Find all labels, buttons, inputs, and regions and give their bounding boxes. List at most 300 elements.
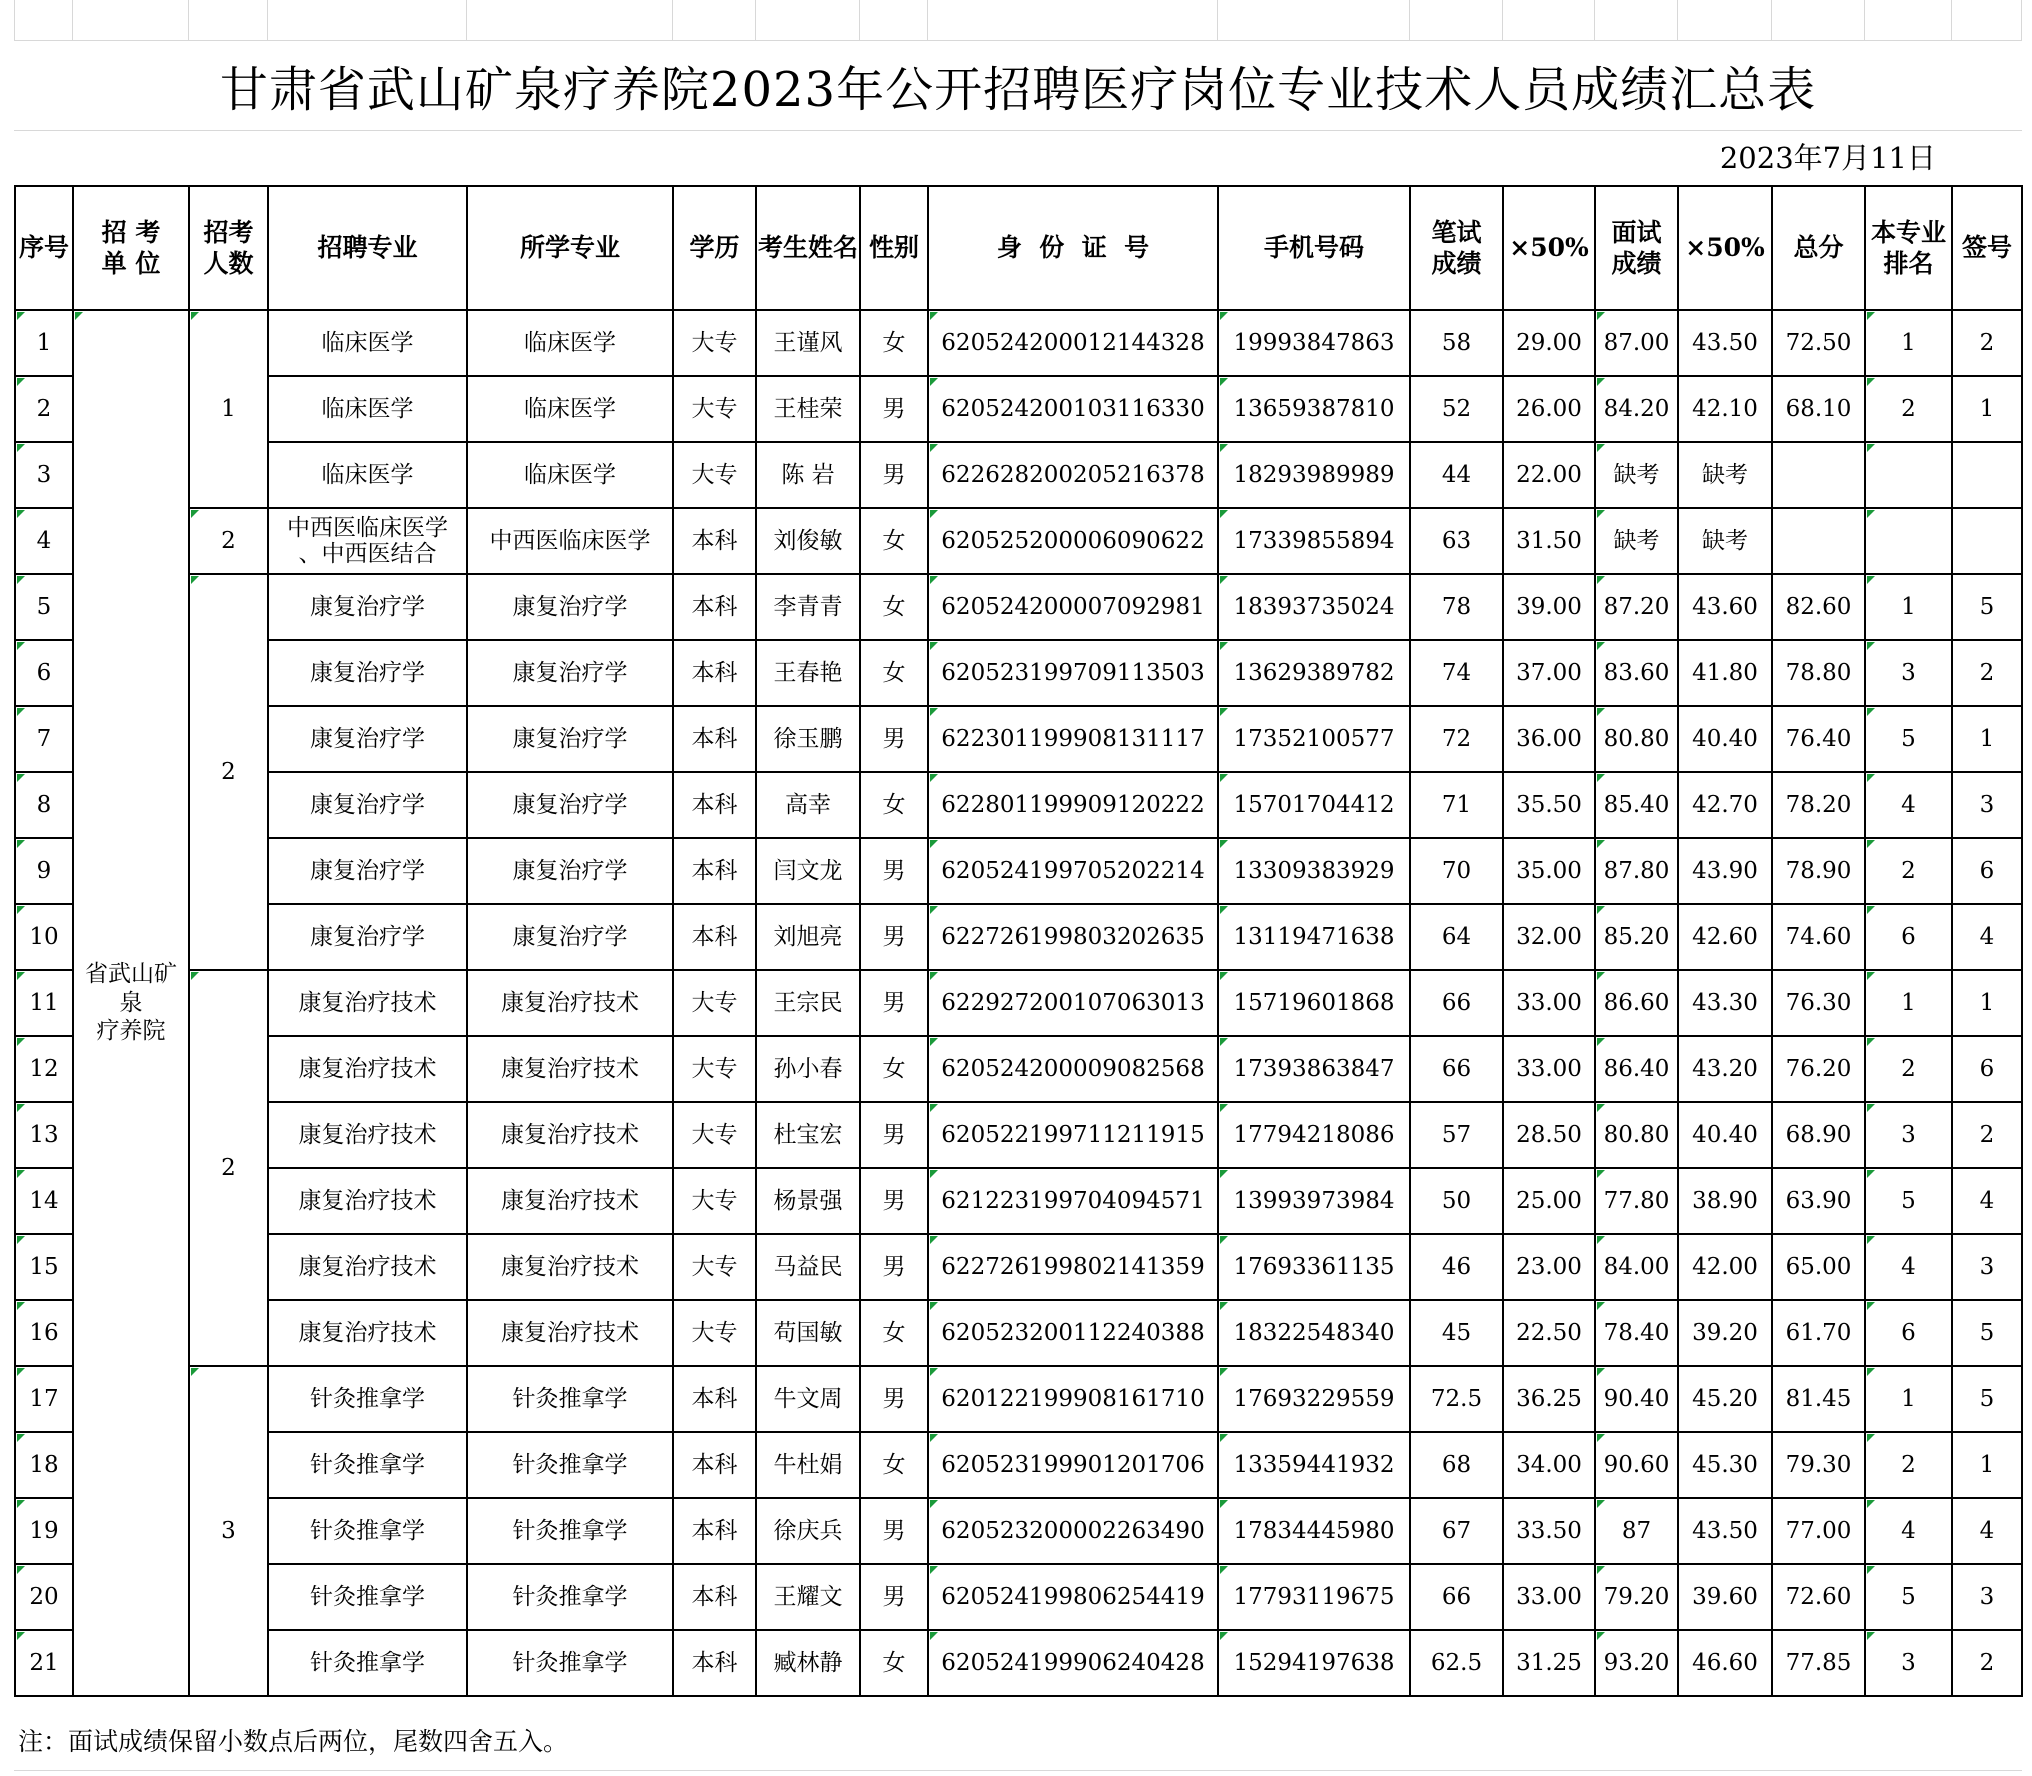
- cell-written: 50: [1410, 1168, 1503, 1234]
- cell-major-studied: 康复治疗技术: [467, 1102, 673, 1168]
- cell-seq: 21: [15, 1630, 73, 1696]
- cell-name: 高幸: [756, 772, 860, 838]
- cell-quota: 3: [189, 1366, 268, 1696]
- cell-rank: 1: [1865, 1366, 1952, 1432]
- cell-name: 刘俊敏: [756, 508, 860, 574]
- cell-education: 本科: [673, 1630, 756, 1696]
- cell-interview: 80.80: [1595, 1102, 1678, 1168]
- cell-education: 大专: [673, 1036, 756, 1102]
- cell-seq: 16: [15, 1300, 73, 1366]
- cell-major-recruit: 康复治疗技术: [268, 1102, 467, 1168]
- cell-rank: 2: [1865, 1432, 1952, 1498]
- cell-gender: 男: [860, 1168, 928, 1234]
- cell-written-pct: 34.00: [1503, 1432, 1595, 1498]
- table-row: [15, 772, 2022, 838]
- cell-interview-pct: 40.40: [1678, 1102, 1772, 1168]
- cell-interview-pct: 40.40: [1678, 706, 1772, 772]
- table-row: [15, 508, 2022, 574]
- cell-id: 620522199711211915: [928, 1102, 1218, 1168]
- cell-major-studied: 中西医临床医学: [467, 508, 673, 574]
- cell-interview-pct: 43.20: [1678, 1036, 1772, 1102]
- cell-interview-pct: 43.50: [1678, 310, 1772, 376]
- cell-interview-pct: 41.80: [1678, 640, 1772, 706]
- cell-sign: 4: [1952, 904, 2022, 970]
- cell-seq: 13: [15, 1102, 73, 1168]
- cell-major-recruit: 康复治疗技术: [268, 970, 467, 1036]
- cell-id: 620524200007092981: [928, 574, 1218, 640]
- table-row: [15, 904, 2022, 970]
- cell-written: 72: [1410, 706, 1503, 772]
- cell-sign: 1: [1952, 376, 2022, 442]
- table-row: [15, 376, 2022, 442]
- cell-phone: 17693361135: [1218, 1234, 1410, 1300]
- cell-major-studied: 临床医学: [467, 310, 673, 376]
- table-row: [15, 1036, 2022, 1102]
- cell-education: 大专: [673, 1102, 756, 1168]
- cell-gender: 男: [860, 1366, 928, 1432]
- cell-interview: 77.80: [1595, 1168, 1678, 1234]
- table-row: [15, 706, 2022, 772]
- footnote: 注：面试成绩保留小数点后两位，尾数四舍五入。: [18, 1727, 569, 1756]
- table-row: [15, 1630, 2022, 1696]
- cell-id: 622927200107063013: [928, 970, 1218, 1036]
- cell-major-studied: 康复治疗技术: [467, 1036, 673, 1102]
- header-id: 身 份 证 号: [928, 186, 1218, 310]
- cell-rank: 3: [1865, 1102, 1952, 1168]
- cell-id: 620524199906240428: [928, 1630, 1218, 1696]
- cell-id: 620525200006090622: [928, 508, 1218, 574]
- cell-total: 76.20: [1772, 1036, 1865, 1102]
- header-gender: 性别: [860, 186, 928, 310]
- cell-phone: 17693229559: [1218, 1366, 1410, 1432]
- cell-sign: 1: [1952, 1432, 2022, 1498]
- cell-written: 72.5: [1410, 1366, 1503, 1432]
- header-unit: 招 考 单 位: [73, 186, 189, 310]
- cell-gender: 女: [860, 1036, 928, 1102]
- cell-major-studied: 康复治疗学: [467, 640, 673, 706]
- header-row: [15, 186, 2022, 310]
- cell-total: 78.90: [1772, 838, 1865, 904]
- table-row: [15, 1300, 2022, 1366]
- cell-rank: [1865, 442, 1952, 508]
- cell-total: 76.40: [1772, 706, 1865, 772]
- cell-sign: 2: [1952, 1630, 2022, 1696]
- cell-education: 本科: [673, 1564, 756, 1630]
- header-interview-pct: ×50%: [1678, 186, 1772, 310]
- sheet-top-grid: [14, 0, 2022, 41]
- table-row: [15, 1102, 2022, 1168]
- cell-interview: 90.60: [1595, 1432, 1678, 1498]
- cell-interview-pct: 45.30: [1678, 1432, 1772, 1498]
- cell-total: 72.50: [1772, 310, 1865, 376]
- cell-major-studied: 针灸推拿学: [467, 1432, 673, 1498]
- table-row: [15, 640, 2022, 706]
- cell-written-pct: 31.25: [1503, 1630, 1595, 1696]
- cell-total: 68.10: [1772, 376, 1865, 442]
- cell-id: 622628200205216378: [928, 442, 1218, 508]
- cell-sign: 4: [1952, 1498, 2022, 1564]
- cell-education: 大专: [673, 1234, 756, 1300]
- cell-written: 71: [1410, 772, 1503, 838]
- cell-education: 大专: [673, 1168, 756, 1234]
- cell-written-pct: 26.00: [1503, 376, 1595, 442]
- cell-rank: 1: [1865, 574, 1952, 640]
- cell-rank: 4: [1865, 772, 1952, 838]
- cell-major-recruit: 康复治疗学: [268, 640, 467, 706]
- header-sign: 签号: [1952, 186, 2022, 310]
- cell-sign: 2: [1952, 310, 2022, 376]
- cell-major-recruit: 针灸推拿学: [268, 1366, 467, 1432]
- cell-phone: 17834445980: [1218, 1498, 1410, 1564]
- cell-major-recruit: 康复治疗技术: [268, 1234, 467, 1300]
- cell-total: 79.30: [1772, 1432, 1865, 1498]
- cell-written-pct: 36.00: [1503, 706, 1595, 772]
- cell-gender: 女: [860, 772, 928, 838]
- cell-gender: 男: [860, 904, 928, 970]
- cell-education: 大专: [673, 442, 756, 508]
- cell-written: 52: [1410, 376, 1503, 442]
- sheet-bottom-line: [14, 1770, 2022, 1771]
- header-seq: 序号: [15, 186, 73, 310]
- cell-total: 72.60: [1772, 1564, 1865, 1630]
- cell-major-recruit: 康复治疗技术: [268, 1300, 467, 1366]
- cell-id: 620523199901201706: [928, 1432, 1218, 1498]
- cell-written-pct: 22.50: [1503, 1300, 1595, 1366]
- cell-seq: 1: [15, 310, 73, 376]
- cell-major-recruit: 临床医学: [268, 310, 467, 376]
- cell-id: 620524200103116330: [928, 376, 1218, 442]
- cell-major-recruit: 临床医学: [268, 376, 467, 442]
- cell-sign: 2: [1952, 1102, 2022, 1168]
- cell-written-pct: 36.25: [1503, 1366, 1595, 1432]
- cell-total: 82.60: [1772, 574, 1865, 640]
- cell-id: 620523200002263490: [928, 1498, 1218, 1564]
- cell-name: 牛杜娟: [756, 1432, 860, 1498]
- cell-gender: 男: [860, 442, 928, 508]
- cell-major-studied: 针灸推拿学: [467, 1366, 673, 1432]
- cell-id: 621223199704094571: [928, 1168, 1218, 1234]
- cell-sign: 1: [1952, 970, 2022, 1036]
- cell-rank: 5: [1865, 1564, 1952, 1630]
- cell-gender: 男: [860, 706, 928, 772]
- cell-gender: 女: [860, 640, 928, 706]
- cell-interview: 缺考: [1595, 508, 1678, 574]
- page-title: 甘肃省武山矿泉疗养院2023年公开招聘医疗岗位专业技术人员成绩汇总表: [14, 40, 2022, 131]
- cell-major-recruit: 针灸推拿学: [268, 1564, 467, 1630]
- cell-id: 620524199705202214: [928, 838, 1218, 904]
- table-row: [15, 1234, 2022, 1300]
- cell-phone: 13629389782: [1218, 640, 1410, 706]
- cell-written: 46: [1410, 1234, 1503, 1300]
- cell-id: 622801199909120222: [928, 772, 1218, 838]
- cell-written: 62.5: [1410, 1630, 1503, 1696]
- cell-major-studied: 康复治疗学: [467, 706, 673, 772]
- cell-id: 622726199803202635: [928, 904, 1218, 970]
- cell-written-pct: 39.00: [1503, 574, 1595, 640]
- cell-written: 78: [1410, 574, 1503, 640]
- cell-major-studied: 康复治疗技术: [467, 1300, 673, 1366]
- cell-gender: 男: [860, 970, 928, 1036]
- cell-major-studied: 康复治疗学: [467, 904, 673, 970]
- cell-total: 63.90: [1772, 1168, 1865, 1234]
- cell-major-recruit: 针灸推拿学: [268, 1432, 467, 1498]
- cell-unit: 省武山矿泉 疗养院: [73, 310, 189, 1696]
- cell-interview-pct: 42.70: [1678, 772, 1772, 838]
- cell-seq: 18: [15, 1432, 73, 1498]
- cell-name: 臧林静: [756, 1630, 860, 1696]
- table-row: [15, 310, 2022, 376]
- cell-written: 44: [1410, 442, 1503, 508]
- cell-name: 王春艳: [756, 640, 860, 706]
- cell-written-pct: 25.00: [1503, 1168, 1595, 1234]
- cell-education: 大专: [673, 1300, 756, 1366]
- cell-sign: 6: [1952, 838, 2022, 904]
- cell-education: 本科: [673, 1498, 756, 1564]
- cell-written: 66: [1410, 1036, 1503, 1102]
- cell-written-pct: 33.50: [1503, 1498, 1595, 1564]
- cell-interview: 90.40: [1595, 1366, 1678, 1432]
- cell-interview-pct: 43.60: [1678, 574, 1772, 640]
- cell-gender: 男: [860, 1102, 928, 1168]
- cell-seq: 3: [15, 442, 73, 508]
- cell-interview: 93.20: [1595, 1630, 1678, 1696]
- cell-education: 本科: [673, 772, 756, 838]
- cell-quota: 2: [189, 574, 268, 970]
- header-major-recruit: 招聘专业: [268, 186, 467, 310]
- cell-written: 74: [1410, 640, 1503, 706]
- cell-phone: 17339855894: [1218, 508, 1410, 574]
- cell-id: 620524200009082568: [928, 1036, 1218, 1102]
- cell-seq: 15: [15, 1234, 73, 1300]
- cell-id: 620122199908161710: [928, 1366, 1218, 1432]
- cell-written-pct: 33.00: [1503, 970, 1595, 1036]
- header-total: 总分: [1772, 186, 1865, 310]
- cell-rank: 3: [1865, 640, 1952, 706]
- table-row: [15, 1498, 2022, 1564]
- cell-major-recruit: 康复治疗学: [268, 904, 467, 970]
- cell-total: [1772, 508, 1865, 574]
- cell-seq: 19: [15, 1498, 73, 1564]
- cell-total: 74.60: [1772, 904, 1865, 970]
- cell-total: [1772, 442, 1865, 508]
- cell-gender: 男: [860, 1498, 928, 1564]
- cell-rank: 4: [1865, 1234, 1952, 1300]
- cell-sign: 4: [1952, 1168, 2022, 1234]
- cell-interview: 85.20: [1595, 904, 1678, 970]
- cell-education: 本科: [673, 904, 756, 970]
- cell-interview-pct: 43.90: [1678, 838, 1772, 904]
- cell-education: 本科: [673, 838, 756, 904]
- cell-seq: 7: [15, 706, 73, 772]
- cell-gender: 女: [860, 310, 928, 376]
- cell-total: 78.80: [1772, 640, 1865, 706]
- cell-written-pct: 23.00: [1503, 1234, 1595, 1300]
- report-date: 2023年7月11日: [1719, 141, 1936, 175]
- cell-rank: 5: [1865, 706, 1952, 772]
- cell-written-pct: 33.00: [1503, 1564, 1595, 1630]
- header-interview: 面试 成绩: [1595, 186, 1678, 310]
- cell-interview: 85.40: [1595, 772, 1678, 838]
- cell-quota: 2: [189, 508, 268, 574]
- cell-major-recruit: 针灸推拿学: [268, 1498, 467, 1564]
- cell-interview-pct: 38.90: [1678, 1168, 1772, 1234]
- cell-education: 本科: [673, 508, 756, 574]
- cell-major-recruit: 康复治疗学: [268, 706, 467, 772]
- cell-rank: 1: [1865, 970, 1952, 1036]
- cell-sign: 5: [1952, 1300, 2022, 1366]
- cell-written: 66: [1410, 970, 1503, 1036]
- cell-gender: 男: [860, 1564, 928, 1630]
- table-row: [15, 442, 2022, 508]
- cell-name: 闫文龙: [756, 838, 860, 904]
- cell-interview: 87: [1595, 1498, 1678, 1564]
- cell-phone: 15719601868: [1218, 970, 1410, 1036]
- cell-seq: 6: [15, 640, 73, 706]
- cell-major-recruit: 康复治疗学: [268, 574, 467, 640]
- cell-written-pct: 35.00: [1503, 838, 1595, 904]
- cell-rank: [1865, 508, 1952, 574]
- cell-written-pct: 28.50: [1503, 1102, 1595, 1168]
- cell-name: 牛文周: [756, 1366, 860, 1432]
- table-row: [15, 1168, 2022, 1234]
- cell-interview-pct: 42.60: [1678, 904, 1772, 970]
- cell-name: 王宗民: [756, 970, 860, 1036]
- cell-sign: [1952, 508, 2022, 574]
- cell-sign: 3: [1952, 772, 2022, 838]
- header-quota: 招考 人数: [189, 186, 268, 310]
- cell-interview-pct: 缺考: [1678, 508, 1772, 574]
- cell-written: 57: [1410, 1102, 1503, 1168]
- cell-rank: 2: [1865, 376, 1952, 442]
- cell-interview-pct: 39.60: [1678, 1564, 1772, 1630]
- cell-major-studied: 康复治疗学: [467, 772, 673, 838]
- cell-gender: 男: [860, 376, 928, 442]
- cell-seq: 4: [15, 508, 73, 574]
- cell-name: 苟国敏: [756, 1300, 860, 1366]
- cell-written: 66: [1410, 1564, 1503, 1630]
- cell-major-recruit: 康复治疗学: [268, 838, 467, 904]
- cell-seq: 9: [15, 838, 73, 904]
- cell-phone: 15294197638: [1218, 1630, 1410, 1696]
- cell-seq: 20: [15, 1564, 73, 1630]
- cell-written-pct: 33.00: [1503, 1036, 1595, 1102]
- cell-interview: 78.40: [1595, 1300, 1678, 1366]
- cell-name: 刘旭亮: [756, 904, 860, 970]
- cell-education: 大专: [673, 310, 756, 376]
- cell-major-studied: 康复治疗学: [467, 574, 673, 640]
- cell-quota: 2: [189, 970, 268, 1366]
- cell-phone: 13309383929: [1218, 838, 1410, 904]
- cell-sign: 3: [1952, 1564, 2022, 1630]
- cell-seq: 5: [15, 574, 73, 640]
- cell-major-recruit: 针灸推拿学: [268, 1630, 467, 1696]
- cell-major-recruit: 康复治疗学: [268, 772, 467, 838]
- cell-written: 68: [1410, 1432, 1503, 1498]
- cell-phone: 15701704412: [1218, 772, 1410, 838]
- table-row: [15, 574, 2022, 640]
- cell-sign: 2: [1952, 640, 2022, 706]
- cell-interview: 83.60: [1595, 640, 1678, 706]
- cell-written-pct: 35.50: [1503, 772, 1595, 838]
- cell-phone: 17393863847: [1218, 1036, 1410, 1102]
- cell-interview-pct: 46.60: [1678, 1630, 1772, 1696]
- cell-interview: 86.60: [1595, 970, 1678, 1036]
- cell-sign: 3: [1952, 1234, 2022, 1300]
- cell-sign: 5: [1952, 574, 2022, 640]
- cell-major-studied: 康复治疗技术: [467, 1234, 673, 1300]
- cell-phone: 13359441932: [1218, 1432, 1410, 1498]
- cell-phone: 13119471638: [1218, 904, 1410, 970]
- cell-interview: 87.00: [1595, 310, 1678, 376]
- cell-total: 61.70: [1772, 1300, 1865, 1366]
- cell-major-studied: 针灸推拿学: [467, 1498, 673, 1564]
- cell-interview-pct: 42.00: [1678, 1234, 1772, 1300]
- header-education: 学历: [673, 186, 756, 310]
- cell-rank: 5: [1865, 1168, 1952, 1234]
- cell-education: 本科: [673, 574, 756, 640]
- cell-education: 本科: [673, 706, 756, 772]
- cell-rank: 1: [1865, 310, 1952, 376]
- cell-name: 王耀文: [756, 1564, 860, 1630]
- cell-major-studied: 针灸推拿学: [467, 1564, 673, 1630]
- cell-interview: 87.80: [1595, 838, 1678, 904]
- cell-id: 620524200012144328: [928, 310, 1218, 376]
- cell-rank: 2: [1865, 1036, 1952, 1102]
- header-rank: 本专业 排名: [1865, 186, 1952, 310]
- cell-phone: 18322548340: [1218, 1300, 1410, 1366]
- cell-total: 78.20: [1772, 772, 1865, 838]
- cell-interview-pct: 39.20: [1678, 1300, 1772, 1366]
- score-table: [14, 185, 2023, 1697]
- header-name: 考生姓名: [756, 186, 860, 310]
- table-row: [15, 1564, 2022, 1630]
- cell-education: 本科: [673, 1366, 756, 1432]
- cell-major-studied: 康复治疗技术: [467, 1168, 673, 1234]
- cell-name: 王谨风: [756, 310, 860, 376]
- header-written-pct: ×50%: [1503, 186, 1595, 310]
- cell-quota: 1: [189, 310, 268, 508]
- cell-phone: 13993973984: [1218, 1168, 1410, 1234]
- cell-interview: 缺考: [1595, 442, 1678, 508]
- cell-phone: 18293989989: [1218, 442, 1410, 508]
- cell-education: 本科: [673, 1432, 756, 1498]
- cell-total: 77.00: [1772, 1498, 1865, 1564]
- cell-gender: 女: [860, 1300, 928, 1366]
- cell-name: 杜宝宏: [756, 1102, 860, 1168]
- cell-written: 64: [1410, 904, 1503, 970]
- cell-phone: 17352100577: [1218, 706, 1410, 772]
- cell-interview-pct: 45.20: [1678, 1366, 1772, 1432]
- cell-phone: 19993847863: [1218, 310, 1410, 376]
- cell-total: 77.85: [1772, 1630, 1865, 1696]
- cell-seq: 17: [15, 1366, 73, 1432]
- cell-id: 620523200112240388: [928, 1300, 1218, 1366]
- header-phone: 手机号码: [1218, 186, 1410, 310]
- cell-gender: 男: [860, 1234, 928, 1300]
- cell-major-recruit: 中西医临床医学 、中西医结合: [268, 508, 467, 574]
- cell-major-recruit: 临床医学: [268, 442, 467, 508]
- cell-seq: 2: [15, 376, 73, 442]
- cell-written-pct: 32.00: [1503, 904, 1595, 970]
- cell-seq: 14: [15, 1168, 73, 1234]
- cell-name: 王桂荣: [756, 376, 860, 442]
- cell-major-recruit: 康复治疗技术: [268, 1036, 467, 1102]
- cell-total: 65.00: [1772, 1234, 1865, 1300]
- table-row: [15, 970, 2022, 1036]
- cell-id: 622726199802141359: [928, 1234, 1218, 1300]
- cell-gender: 女: [860, 508, 928, 574]
- cell-phone: 13659387810: [1218, 376, 1410, 442]
